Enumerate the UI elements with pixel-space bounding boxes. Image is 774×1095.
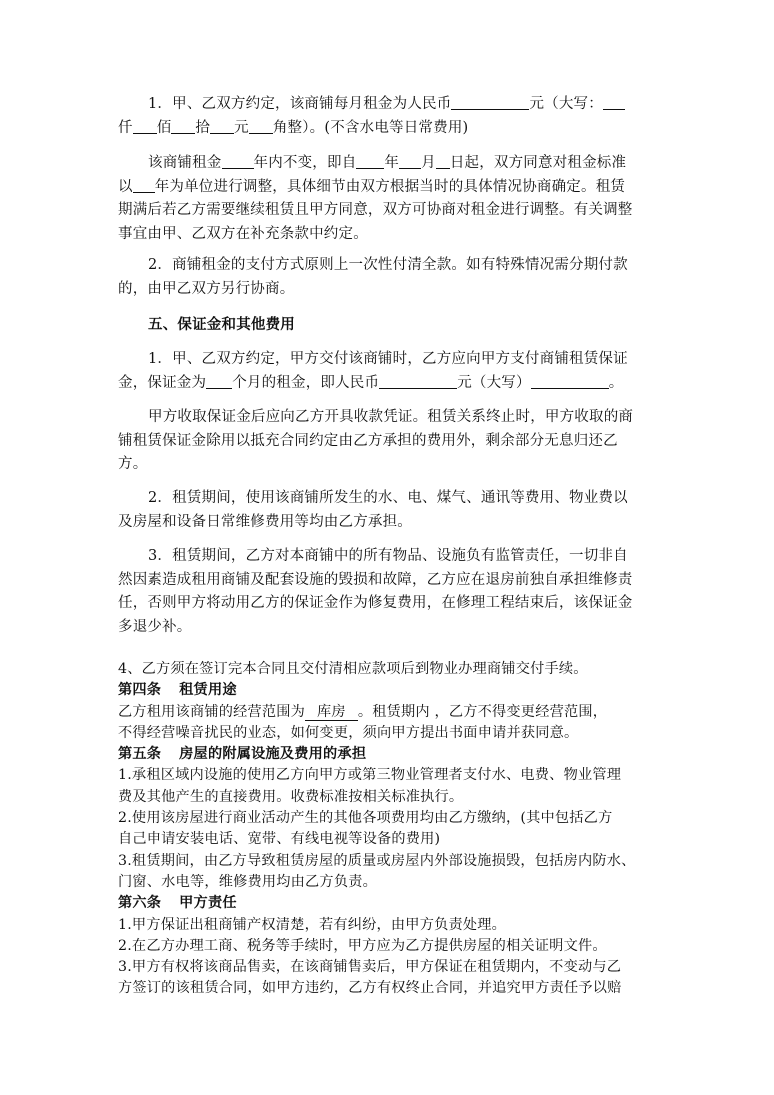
article-number: 第四条 <box>118 682 162 699</box>
text: 2.在乙方办理工商、税务等手续时，甲方应为乙方提供房屋的相关证明文件。 <box>118 937 607 954</box>
deposit-paragraph <box>118 348 658 395</box>
business-scope-value: 库房 <box>305 704 358 721</box>
blank-line <box>399 153 421 169</box>
section-title: 五、保证金和其他费用 <box>148 316 295 333</box>
text: 自己申请安装电话、宽带、有线电视等设备的费用) <box>118 831 441 848</box>
text: 该商铺租金 <box>148 155 222 171</box>
section-heading <box>118 313 658 337</box>
deposit-return-paragraph <box>118 406 658 477</box>
blank-line <box>210 118 234 134</box>
article-title: 租赁用途 <box>179 682 237 699</box>
blank-line <box>356 153 384 169</box>
text: 门窗、水电等，维修费用均由乙方负责。 <box>118 873 377 890</box>
article-heading <box>118 893 658 914</box>
article-heading <box>118 680 658 701</box>
text: 2．商铺租金的支付方式原则上一次性付清全款。如有特殊情况需分期付款 <box>148 257 628 273</box>
blank-line <box>171 118 195 134</box>
text: 个月的租金，即人民币 <box>232 374 380 391</box>
text: 月 <box>421 155 436 171</box>
text: 佰 <box>156 119 172 136</box>
text: 多退少补。 <box>118 618 192 635</box>
rent-adjustment-paragraph <box>118 152 658 246</box>
blank-line <box>249 118 273 134</box>
text: 元（大写： <box>529 96 603 112</box>
article-number: 第六条 <box>118 895 162 912</box>
blank-line <box>603 94 625 110</box>
rent-amount-paragraph <box>118 93 658 140</box>
blank-line <box>436 153 450 169</box>
text: 年内不变，即自 <box>253 155 357 171</box>
text: 甲方收取保证金后应向乙方开具收款凭证。租赁关系终止时，甲方收取的商 <box>148 409 634 425</box>
text: 3.甲方有权将该商品售卖，在该商铺售卖后，甲方保证在租赁期内，不变动与乙 <box>118 959 622 976</box>
text: 不得经营噪音扰民的业态，如何变更，须向甲方提出书面申请并获同意。 <box>118 724 579 741</box>
articles-section <box>118 659 658 1000</box>
article-title: 甲方责任 <box>179 895 237 912</box>
text: 及房屋和设备日常维修费用等均由乙方承担。 <box>118 513 412 530</box>
text: 铺租赁保证金除用以抵充合同约定由乙方承担的费用外，剩余部分无息归还乙 <box>118 432 618 449</box>
text: 仟 <box>118 119 133 136</box>
text: 1．甲、乙双方约定，该商铺每月租金为人民币 <box>148 96 452 112</box>
blank-line <box>379 373 457 389</box>
custody-paragraph <box>118 545 658 639</box>
text: 年 <box>384 155 400 171</box>
text: 2.使用该房屋进行商业活动产生的其他各项费用均由乙方缴纳，(其中包括乙方 <box>118 810 613 827</box>
blank-line <box>133 118 157 134</box>
text: 以 <box>118 178 133 195</box>
text: 4、乙方须在签订完本合同且交付清相应款项后到物业办理商铺交付手续。 <box>118 661 588 677</box>
blank-line <box>222 153 254 169</box>
utilities-paragraph <box>118 487 658 534</box>
text: 年为单位进行调整，具体细节由双方根据当时的具体情况协商确定。租赁 <box>154 178 626 195</box>
text: 元（大写） <box>457 374 531 391</box>
blank-line <box>133 177 155 193</box>
text: 3.租赁期间，由乙方导致租赁房屋的质量或房屋内外部设施损毁，包括房内防水、 <box>118 852 636 869</box>
text: 角整）。(不含水电等日常费用) <box>272 119 469 136</box>
text: 期满后若乙方需要继续租赁且甲方同意，双方可协商对租金进行调整。有关调整 <box>118 202 633 218</box>
blank-line <box>531 373 609 389</box>
text: 金，保证金为 <box>118 374 207 391</box>
text: 日起，双方同意对租金标准 <box>449 155 627 171</box>
text: 费及其他产生的直接费用。收费标准按相关标准执行。 <box>118 788 464 805</box>
blank-line <box>451 94 529 110</box>
text: 乙方租用该商铺的经营范围为 <box>118 703 306 720</box>
text: 。 <box>608 374 624 391</box>
payment-method-paragraph <box>118 254 658 301</box>
article-number: 第五条 <box>118 746 162 763</box>
text: 1．甲、乙双方约定，甲方交付该商铺时，乙方应向甲方支付商铺租赁保证 <box>148 351 628 367</box>
text: 事宜由甲、乙双方在补充条款中约定。 <box>118 225 368 242</box>
text: 然因素造成租用商铺及配套设施的毁损和故障，乙方应在退房前独自承担维修责 <box>118 571 633 588</box>
text: 的，由甲乙双方另行协商。 <box>118 280 295 297</box>
text: 方。 <box>118 456 148 472</box>
article-title: 房屋的附属设施及费用的承担 <box>179 746 367 763</box>
text: 1.甲方保证出租商铺产权清楚，若有纠纷，由甲方负责处理。 <box>118 916 507 933</box>
text: 。租赁期内 ，乙方不得变更经营范围， <box>357 703 608 720</box>
text: 拾 <box>195 119 211 136</box>
text: 任，否则甲方将动用乙方的保证金作为修复费用，在修理工程结束后，该保证金 <box>118 595 633 611</box>
text: 3．租赁期间，乙方对本商铺中的所有物品、设施负有监管责任，一切非自 <box>148 548 628 564</box>
text: 1.承租区域内设施的使用乙方向甲方或第三物业管理者支付水、电费、物业管理 <box>118 767 622 784</box>
text: 方签订的该租赁合同，如甲方违约，乙方有权终止合同，并追究甲方责任予以赔 <box>118 980 622 997</box>
text: 元 <box>234 119 249 136</box>
article-heading <box>118 744 658 765</box>
text: 2．租赁期间，使用该商铺所发生的水、电、煤气、通讯等费用、物业费以 <box>148 490 628 506</box>
blank-line <box>206 373 232 389</box>
